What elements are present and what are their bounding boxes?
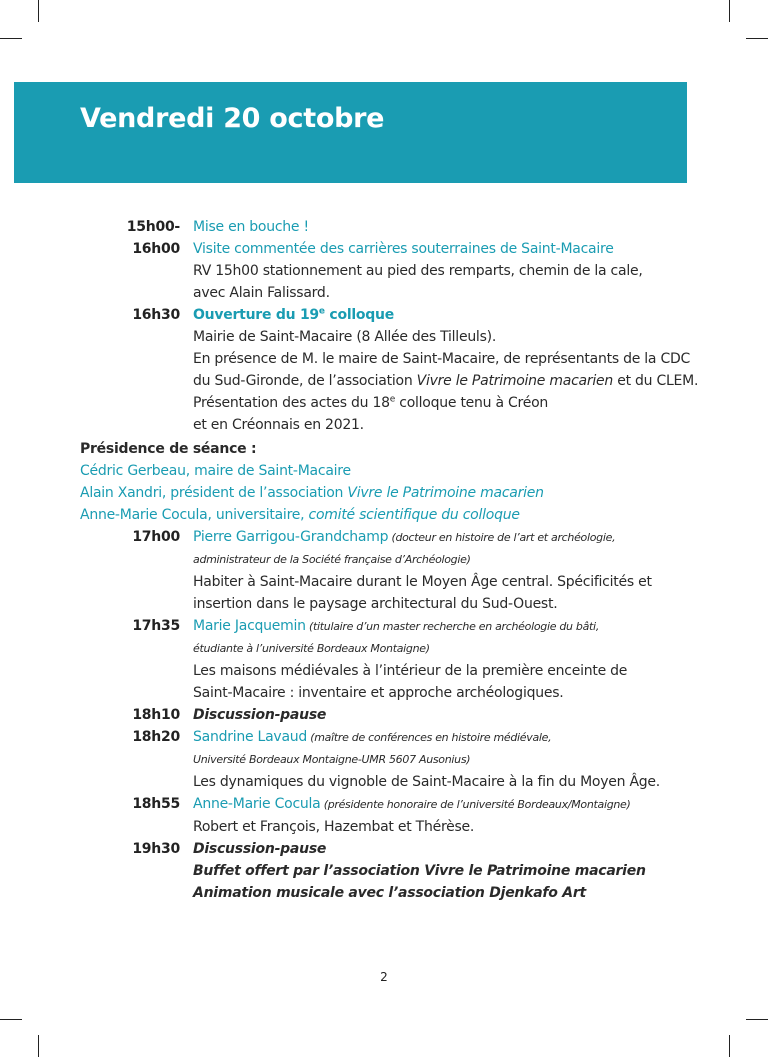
- pause-label: Discussion-pause: [193, 841, 327, 857]
- schedule-entry: [80, 838, 700, 904]
- entry-description: [193, 838, 700, 904]
- president-text: Alain Xandri, président de l’association: [80, 485, 348, 501]
- crop-mark: [746, 1019, 768, 1020]
- entry-time: 17h35: [132, 618, 180, 634]
- association-name: Vivre le Patrimoine macarien: [416, 373, 613, 389]
- talk-title: Les maisons médiévales à l’intérieur de la première enceinte de: [193, 663, 628, 679]
- speaker-name: Marie Jacquemin: [193, 618, 306, 634]
- president-line: Cédric Gerbeau, maire de Saint-Macaire: [80, 463, 351, 479]
- entry-line: avec Alain Falissard.: [193, 285, 330, 301]
- crop-mark: [729, 1035, 730, 1057]
- speaker-role: (titulaire d’un master recherche en archéologie du bâti,: [305, 620, 600, 633]
- talk-title: Les dynamiques du vignoble de Saint-Macaire à la fin du Moyen Âge.: [193, 774, 660, 790]
- speaker-role: Université Bordeaux Montaigne-UMR 5607 Ausonius): [193, 753, 471, 766]
- entry-line: RV 15h00 stationnement au pied des remparts, chemin de la cale,: [193, 263, 643, 279]
- speaker-line: [193, 526, 700, 549]
- schedule-entry: [80, 216, 700, 304]
- speaker-name: Anne-Marie Cocula: [193, 796, 321, 812]
- day-title: Vendredi 20 octobre: [80, 103, 385, 134]
- speaker-line: [193, 793, 700, 816]
- entry-time: 19h30: [132, 841, 180, 857]
- day-banner: [14, 82, 687, 183]
- entry-line: et en Créonnais en 2021.: [193, 417, 364, 433]
- committee-name: comité scientifique du colloque: [308, 507, 520, 523]
- entry-title-text: colloque: [324, 307, 395, 323]
- entry-description: [193, 216, 700, 304]
- speaker-name: Pierre Garrigou-Grandchamp: [193, 529, 389, 545]
- entry-line: [193, 370, 700, 392]
- presidence-heading: Présidence de séance :: [80, 441, 257, 457]
- entry-description: [193, 704, 700, 726]
- schedule-entry: [80, 526, 700, 615]
- speaker-role: (présidente honoraire de l’université Bordeaux/Montaigne): [320, 798, 631, 811]
- buffet-label: Buffet offert par l’association Vivre le Patrimoine macarien: [193, 863, 646, 879]
- program-content: [80, 216, 700, 904]
- music-label: Animation musicale avec l’association Djenkafo Art: [193, 885, 586, 901]
- president-line: [80, 482, 700, 504]
- entry-description: [193, 726, 700, 793]
- presidence-block: [80, 438, 700, 526]
- president-line: [80, 504, 700, 526]
- schedule-entry: [80, 304, 700, 436]
- talk-title: Saint-Macaire : inventaire et approche archéologiques.: [193, 685, 564, 701]
- schedule-entry: [80, 615, 700, 704]
- entry-title: Mise en bouche !: [193, 219, 309, 235]
- talk-title: Robert et François, Hazembat et Thérèse.: [193, 819, 475, 835]
- entry-time: 15h00-16h00: [126, 219, 180, 257]
- speaker-line: [193, 615, 700, 638]
- speaker-role: administrateur de la Société française d’Archéologie): [193, 553, 471, 566]
- entry-line: [193, 392, 700, 414]
- speaker-role: (docteur en histoire de l’art et archéologie,: [388, 531, 616, 544]
- president-text: Anne-Marie Cocula, universitaire,: [80, 507, 309, 523]
- entry-time: 16h30: [132, 307, 180, 323]
- speaker-line: [193, 726, 700, 749]
- entry-line: En présence de M. le maire de Saint-Macaire, de représentants de la CDC: [193, 351, 691, 367]
- entry-description: [193, 793, 700, 838]
- crop-mark: [0, 38, 22, 39]
- entry-time: 17h00: [132, 529, 180, 545]
- entry-time: 18h55: [132, 796, 180, 812]
- schedule-entry: [80, 704, 700, 726]
- crop-mark: [38, 0, 39, 22]
- schedule-entry: [80, 726, 700, 793]
- entry-title-text: Ouverture du 19: [193, 307, 319, 323]
- entry-description: [193, 304, 700, 436]
- speaker-name: Sandrine Lavaud: [193, 729, 308, 745]
- talk-title: Habiter à Saint-Macaire durant le Moyen Âge central. Spécificités et: [193, 574, 652, 590]
- crop-mark: [746, 38, 768, 39]
- entry-title: [193, 304, 700, 326]
- talk-title: insertion dans le paysage architectural du Sud-Ouest.: [193, 596, 558, 612]
- pause-label: Discussion-pause: [193, 707, 327, 723]
- entry-line-text: Présentation des actes du 18: [193, 395, 390, 411]
- entry-line-text: colloque tenu à Créon: [395, 395, 549, 411]
- entry-line-text: et du CLEM.: [613, 373, 699, 389]
- entry-line: Mairie de Saint-Macaire (8 Allée des Tilleuls).: [193, 329, 497, 345]
- superscript: e: [389, 394, 396, 405]
- entry-time: 18h10: [132, 707, 180, 723]
- entry-description: [193, 526, 700, 615]
- association-name: Vivre le Patrimoine macarien: [347, 485, 544, 501]
- entry-line-text: du Sud-Gironde, de l’association: [193, 373, 417, 389]
- schedule-entry: [80, 793, 700, 838]
- entry-description: [193, 615, 700, 704]
- entry-time: 18h20: [132, 729, 180, 745]
- page-number: 2: [380, 970, 388, 984]
- entry-subtitle: Visite commentée des carrières souterraines de Saint-Macaire: [193, 241, 614, 257]
- superscript: e: [318, 306, 325, 317]
- crop-mark: [729, 0, 730, 22]
- crop-mark: [38, 1035, 39, 1057]
- crop-mark: [0, 1019, 22, 1020]
- speaker-role: (maître de conférences en histoire médiévale,: [307, 731, 552, 744]
- speaker-role: étudiante à l’université Bordeaux Montaigne): [193, 642, 430, 655]
